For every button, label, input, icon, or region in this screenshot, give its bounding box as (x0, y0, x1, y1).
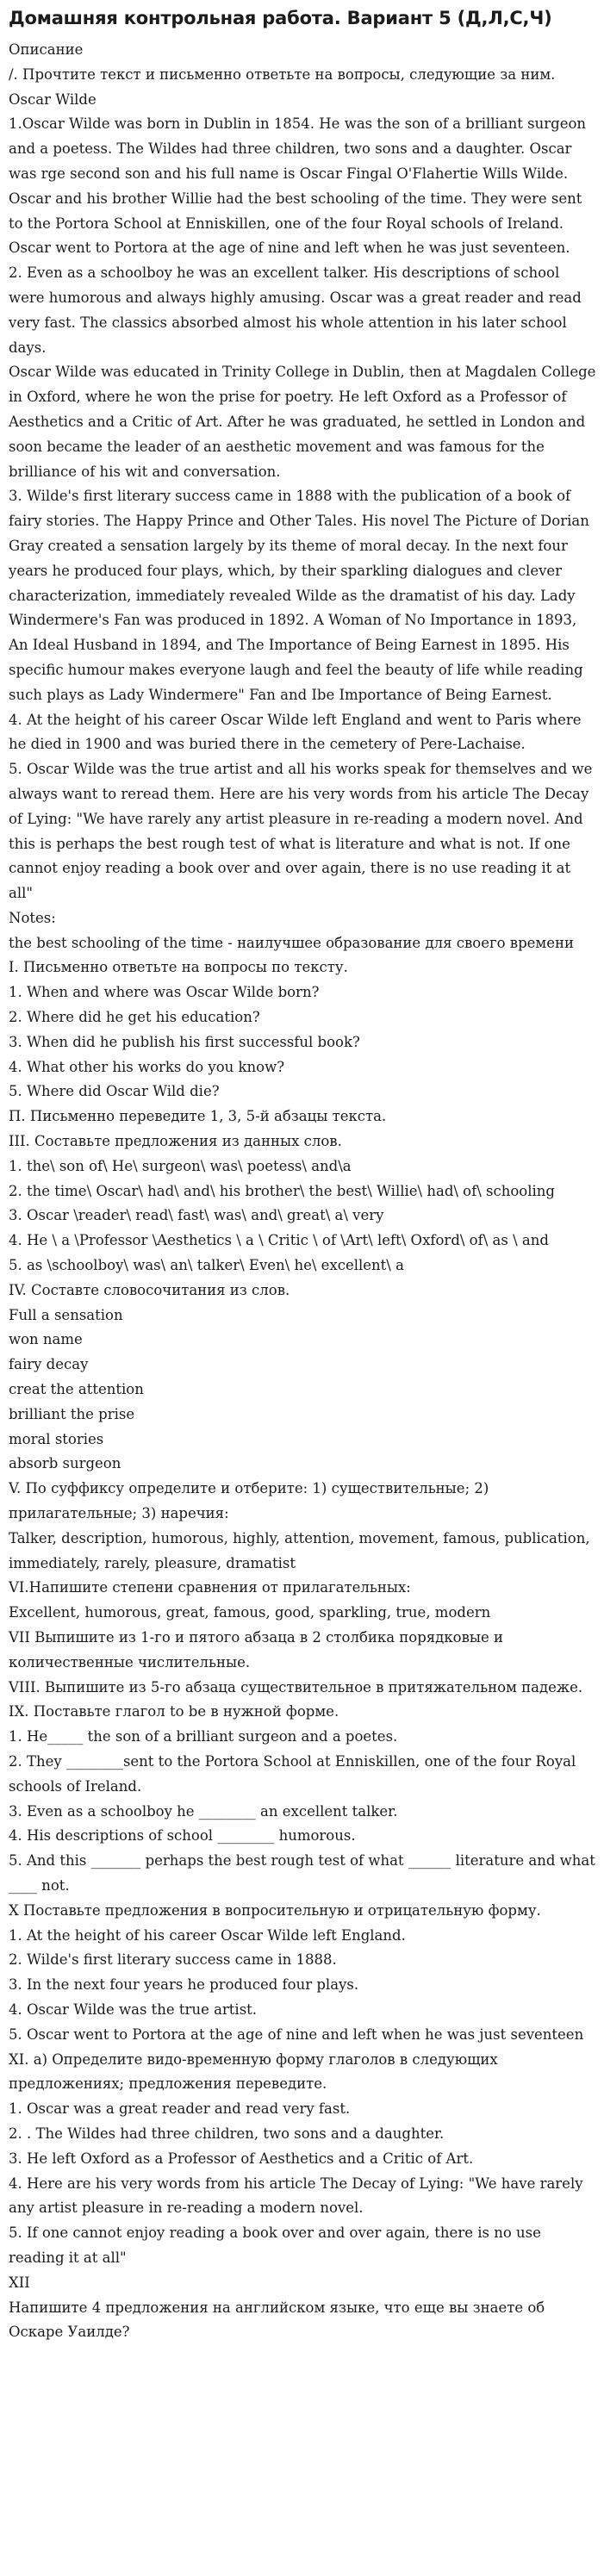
paragraph: I. Письменно ответьте на вопросы по тексту. (9, 959, 348, 976)
paragraph: IX. Поставьте глагол to be в нужной форме. (9, 1703, 339, 1720)
paragraph: 5. Oscar Wilde was the true artist and all his works speak for themselves and we always want to reread them. Here are his very words from his article The Decay of Lying: "We have rarely any artist pleasure in re-reading a modern novel. And this is perhaps the best rough test of what is literature and what is not. If one cannot enjoy reading a book over and over again, there is no use reading it at all" (9, 761, 593, 902)
paragraph: П. Письменно переведите 1, 3, 5-й абзацы текста. (9, 1108, 387, 1125)
paragraph: XI. a) Определите видо-временную форму глаголов в следующих предложениях; предложения переведите. (9, 2050, 498, 2093)
paragraph: 5. Where did Oscar Wild die? (9, 1083, 220, 1100)
paragraph: 1. the\ son of\ He\ surgeon\ was\ poetess\ and\a (9, 1157, 352, 1174)
paragraph: fairy decay (9, 1356, 89, 1373)
paragraph: Talker, description, humorous, highly, attention, movement, famous, publication, immediately, rarely, pleasure, dramatist (9, 1529, 590, 1571)
paragraph: III. Составьте предложения из данных слов. (9, 1133, 342, 1150)
paragraph: 1.Oscar Wilde was born in Dublin in 1854. He was the son of a brilliant surgeon and a poetess. The Wildes had three children, two sons and a daughter. Oscar was rge second son and his full name is Oscar Fingal O'Flahertie Wills Wilde. (9, 115, 587, 182)
paragraph: 3. Even as a schoolboy he ________ an excellent talker. (9, 1802, 398, 1820)
paragraph: 2. the time\ Oscar\ had\ and\ his brother\ the best\ Willie\ had\ of\ schooling (9, 1182, 555, 1199)
paragraph: 4. At the height of his career Oscar Wilde left England and went to Paris where he died in 1900 and was buried there in the cemetery of Pere-Lachaise. (9, 711, 582, 753)
paragraph: Oscar Wilde was educated in Trinity College in Dublin, then at Magdalen College in Oxford, where he won the prise for poetry. He left Oxford as a Professor of Aesthetics and a Critic of Art. After he was graduated, he settled in London and soon became the leader of an aesthetic movement and was famous for the brilliance of his wit and conversation. (9, 364, 596, 480)
paragraph: 3. Oscar \reader\ read\ fast\ was\ and\ great\ a\ very (9, 1207, 384, 1224)
paragraph: Oscar and his brother Willie had the best schooling of the time. They were sent to the Portora School at Enniskillen, one of the four Royal schools of Ireland. Oscar went to Portora at the age of nine and left when he was just seventeen. (9, 190, 582, 257)
paragraph: creat the attention (9, 1381, 144, 1398)
paragraph: VII Выпишите из 1-го и пятого абзаца в 2 столбика порядковые и количественные числительные. (9, 1629, 504, 1671)
paragraph: Excellent, humorous, great, famous, good, sparkling, true, modern (9, 1604, 491, 1621)
paragraph: 4. His descriptions of school ________ humorous. (9, 1827, 356, 1845)
paragraph: 5. If one cannot enjoy reading a book over and over again, there is no use reading it at all" (9, 2224, 541, 2266)
page-title: Домашняя контрольная работа. Вариант 5 (Д,Л,С,Ч) (9, 8, 552, 28)
paragraph: 2. Wilde's first literary success came in 1888. (9, 1951, 337, 1969)
paragraph: IV. Составте словосочитания из слов. (9, 1281, 290, 1298)
paragraph: XII (9, 2274, 30, 2291)
paragraph: 5. And this _______ perhaps the best rough test of what ______ literature and what ____ not. (9, 1852, 595, 1894)
paragraph: 2. Even as a schoolboy he was an excellent talker. His descriptions of school were humorous and always highly amusing. Oscar was a great reader and read very fast. The classics absorbed almost his whole attention in his later school days. (9, 264, 582, 356)
paragraph: 1. Oscar was a great reader and read very fast. (9, 2100, 351, 2118)
document-body (9, 38, 597, 2345)
paragraph: 1. At the height of his career Oscar Wilde left England. (9, 1926, 406, 1944)
paragraph: 2. . The Wildes had three children, two sons and a daughter. (9, 2125, 445, 2142)
paragraph: 1. When and where was Oscar Wilde born? (9, 984, 320, 1001)
paragraph: V. По суффиксу определите и отберите: 1) существительные; 2) прилагательные; 3) наречия: (9, 1480, 489, 1522)
paragraph: 4. Here are his very words from his article The Decay of Lying: "We have rarely any artist pleasure in re-reading a modern novel. (9, 2175, 583, 2217)
paragraph: 4. He \ a \Professor \Aesthetics \ a \ Critic \ of \Art\ left\ Oxford\ of\ as \ and (9, 1232, 549, 1249)
paragraph: Notes: (9, 909, 56, 926)
paragraph: absorb surgeon (9, 1455, 121, 1472)
paragraph: 4. What other his works do you know? (9, 1058, 285, 1075)
paragraph: won name (9, 1331, 83, 1348)
paragraph: Oscar Wilde (9, 90, 97, 108)
paragraph: Напишите 4 предложения на английском языке, что еще вы знаете об Оскаре Уаилде? (9, 2299, 545, 2341)
paragraph: Х Поставьте предложения в вопросительную и отрицательную форму. (9, 1901, 541, 1919)
paragraph: moral stories (9, 1430, 104, 1447)
paragraph: 5. as \schoolboy\ was\ an\ talker\ Even\ he\ excellent\ a (9, 1257, 404, 1274)
paragraph: 3. He left Oxford as a Professor of Aesthetics and a Critic of Art. (9, 2150, 474, 2167)
paragraph: VIII. Выпишите из 5-го абзаца существительное в притяжательном падеже. (9, 1678, 583, 1696)
paragraph: 2. They ________sent to the Portora School at Enniskillen, one of the four Royal schools of Ireland. (9, 1752, 576, 1795)
paragraph: VI.Напишите степени сравнения от прилагательных: (9, 1579, 411, 1596)
paragraph: the best schooling of the time - наилучшее образование для своего времени (9, 934, 574, 951)
paragraph: 5. Oscar went to Portora at the age of nine and left when he was just seventeen (9, 2025, 584, 2043)
paragraph: 3. Wilde's first literary success came in 1888 with the publication of a book of fairy stories. The Happy Prince and Other Tales. His novel The Picture of Dorian Gray created a sensation largely by its theme of moral decay. In the next four years he produced four plays, which, by their sparkling dialogues and clever characterization, immediately revealed Wilde as the dramatist of his day. Lady Windermere's Fan was produced in 1892. A Woman of No Importance in 1893, An Ideal Husband in 1894, and The Importance of Being Earnest in 1895. His specific humour makes everyone laugh and feel the beauty of life while reading such plays as Lady Windermere" Fan and Ibe Importance of Being Earnest. (9, 488, 589, 703)
paragraph: 4. Oscar Wilde was the true artist. (9, 2000, 258, 2018)
paragraph: 2. Where did he get his education? (9, 1009, 260, 1026)
paragraph: Full a sensation (9, 1306, 123, 1323)
paragraph: Описание (9, 41, 84, 58)
paragraph: 1. He_____ the son of a brilliant surgeon and a poetes. (9, 1728, 398, 1745)
paragraph: brilliant the prise (9, 1405, 135, 1422)
paragraph: 3. In the next four years he produced four plays. (9, 1976, 359, 1994)
paragraph: /. Прочтите текст и письменно ответьте на вопросы, следующие за ним. (9, 65, 556, 83)
paragraph: 3. When did he publish his first successful book? (9, 1033, 360, 1050)
